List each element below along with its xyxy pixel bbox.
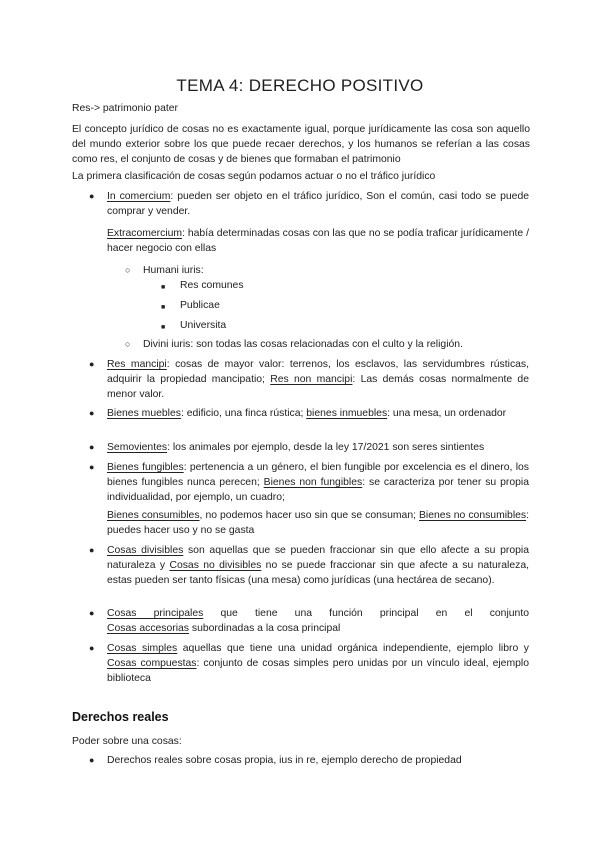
list-item-cosas-divisibles xyxy=(107,543,529,588)
text-cosas-principales: que tiene una función principal en el conjunto xyxy=(203,608,529,619)
bullet-disc: ● xyxy=(89,608,95,618)
text-semovientes: : los animales por ejemplo, desde la ley 17/2021 son seres sintientes xyxy=(167,442,485,453)
bullet-disc: ● xyxy=(89,755,95,765)
list-item-res-comunes: Res comunes xyxy=(180,280,244,291)
term-bienes-consumibles: Bienes consumibles xyxy=(107,510,200,521)
text-cosas-compuestas: : conjunto de cosas simples pero unidas por un vínculo ideal, ejemplo biblioteca xyxy=(107,658,529,684)
term-bienes-inmuebles: bienes inmuebles xyxy=(306,408,388,419)
bullet-disc: ● xyxy=(89,359,95,369)
line-cosas-accesorias xyxy=(107,621,529,636)
list-item-universita: Universita xyxy=(180,320,227,331)
bullet-disc: ● xyxy=(89,643,95,653)
bullet-disc: ● xyxy=(89,408,95,418)
concept-paragraph: El concepto jurídico de cosas no es exactamente igual, porque jurídicamente las cosa son aquello del mundo exterior sobre los que puede recaer derechos, y los humanos se referían a las cosas como res, el conjunto de cosas y de bienes que formaban el patrimonio xyxy=(72,124,530,165)
text-bienes-non-fungibles: : se caracteriza por tener su propia individualidad, por ejemplo, un cuadro; xyxy=(107,477,529,503)
list-item-derechos-reales-propia: Derechos reales sobre cosas propia, ius in re, ejemplo derecho de propiedad xyxy=(107,755,462,766)
term-bienes-fungibles: Bienes fungibles xyxy=(107,462,184,473)
term-cosas-no-divisibles: Cosas no divisibles xyxy=(169,560,262,571)
bullet-square: ■ xyxy=(161,304,166,311)
list-item-semovientes xyxy=(107,440,529,455)
list-item-bienes-muebles xyxy=(107,406,529,421)
text-cosas-accesorias: subordinadas a la cosa principal xyxy=(189,623,341,634)
term-cosas-accesorias: Cosas accesorias xyxy=(107,623,190,634)
list-item-res-mancipi xyxy=(107,357,529,402)
term-cosas-compuestas: Cosas compuestas xyxy=(107,658,197,669)
page-title: TEMA 4: DERECHO POSITIVO xyxy=(176,76,424,95)
term-semovientes: Semovientes xyxy=(107,442,168,453)
list-item-bienes-fungibles xyxy=(107,460,529,505)
list-item-in-comercium xyxy=(107,189,529,219)
paragraph-bienes-consumibles xyxy=(107,508,529,538)
term-cosas-simples: Cosas simples xyxy=(107,643,178,654)
poder-sobre-cosas: Poder sobre una cosas: xyxy=(72,736,182,747)
res-line: Res-> patrimonio pater xyxy=(72,103,178,114)
first-classification: La primera clasificación de cosas según podamos actuar o no el tráfico jurídico xyxy=(72,171,436,182)
text-bienes-consumibles: , no podemos hacer uso sin que se consuman; xyxy=(199,510,419,521)
bullet-disc: ● xyxy=(89,191,95,201)
term-res-mancipi: Res mancipi xyxy=(107,359,167,370)
text-bienes-muebles: : edificio, una finca rústica; xyxy=(180,408,307,419)
text-bienes-inmuebles: : una mesa, un ordenador xyxy=(387,408,507,419)
text-cosas-simples: aquellas que tiene una unidad orgánica independiente, ejemplo libro y xyxy=(177,643,529,654)
text-cosas-divisibles: son aquellas que se pueden fraccionar sin que ello afecte a su propia naturaleza y xyxy=(107,545,529,571)
text-res-mancipi: : cosas de mayor valor: terrenos, los esclavos, las servidumbres rústicas, adquirir la propiedad mancipatio; xyxy=(107,359,529,385)
list-item-humani: Humani iuris: xyxy=(143,265,204,276)
term-res-non-mancipi: Res non mancipi xyxy=(270,374,353,385)
term-bienes-non-fungibles: Bienes non fungibles xyxy=(263,477,363,488)
term-in-comercium: In comercium xyxy=(107,191,171,202)
text-in-comercium: : pueden ser objeto en el tráfico jurídico, Son el común, casi todo se puede comprar y vender. xyxy=(107,191,530,217)
bullet-disc: ● xyxy=(89,462,95,472)
list-item-cosas-principales xyxy=(107,606,529,621)
text-cosas-no-divisibles: no se puede fraccionar sin que afecte a su naturaleza, estas pueden ser tanto físicas (una mesa) como jurídicas (una hectárea de secano). xyxy=(107,560,529,586)
term-bienes-muebles: Bienes muebles xyxy=(107,408,181,419)
list-item-publicae: Publicae xyxy=(180,300,220,311)
list-item-divini: Divini iuris: son todas las cosas relacionadas con el culto y la religión. xyxy=(143,339,463,350)
bullet-circle: ○ xyxy=(125,339,131,349)
list-item-cosas-simples xyxy=(107,641,529,686)
bullet-square: ■ xyxy=(161,324,166,331)
text-extracomercium: : había determinadas cosas con las que no se podía traficar jurídicamente / hacer negocio con ellas xyxy=(107,228,529,254)
text-bienes-no-consumibles: : puedes hacer uso y no se gasta xyxy=(107,510,529,536)
term-extracomercium: Extracomercium xyxy=(107,228,183,239)
bullet-disc: ● xyxy=(89,442,95,452)
term-bienes-no-consumibles: Bienes no consumibles xyxy=(419,510,527,521)
bullet-square: ■ xyxy=(161,284,166,291)
text-bienes-fungibles: : pertenencia a un género, el bien fungible por excelencia es el dinero, los bienes fungibles nunca perecen; xyxy=(107,462,529,488)
section-heading-derechos-reales: Derechos reales xyxy=(72,710,169,724)
bullet-circle: ○ xyxy=(125,265,131,275)
bullet-disc: ● xyxy=(89,545,95,555)
term-cosas-divisibles: Cosas divisibles xyxy=(107,545,184,556)
paragraph-extracomercium xyxy=(107,226,529,256)
text-res-non-mancipi: : Las demás cosas normalmente de menor valor. xyxy=(107,374,529,400)
term-cosas-principales: Cosas principales xyxy=(107,608,204,619)
